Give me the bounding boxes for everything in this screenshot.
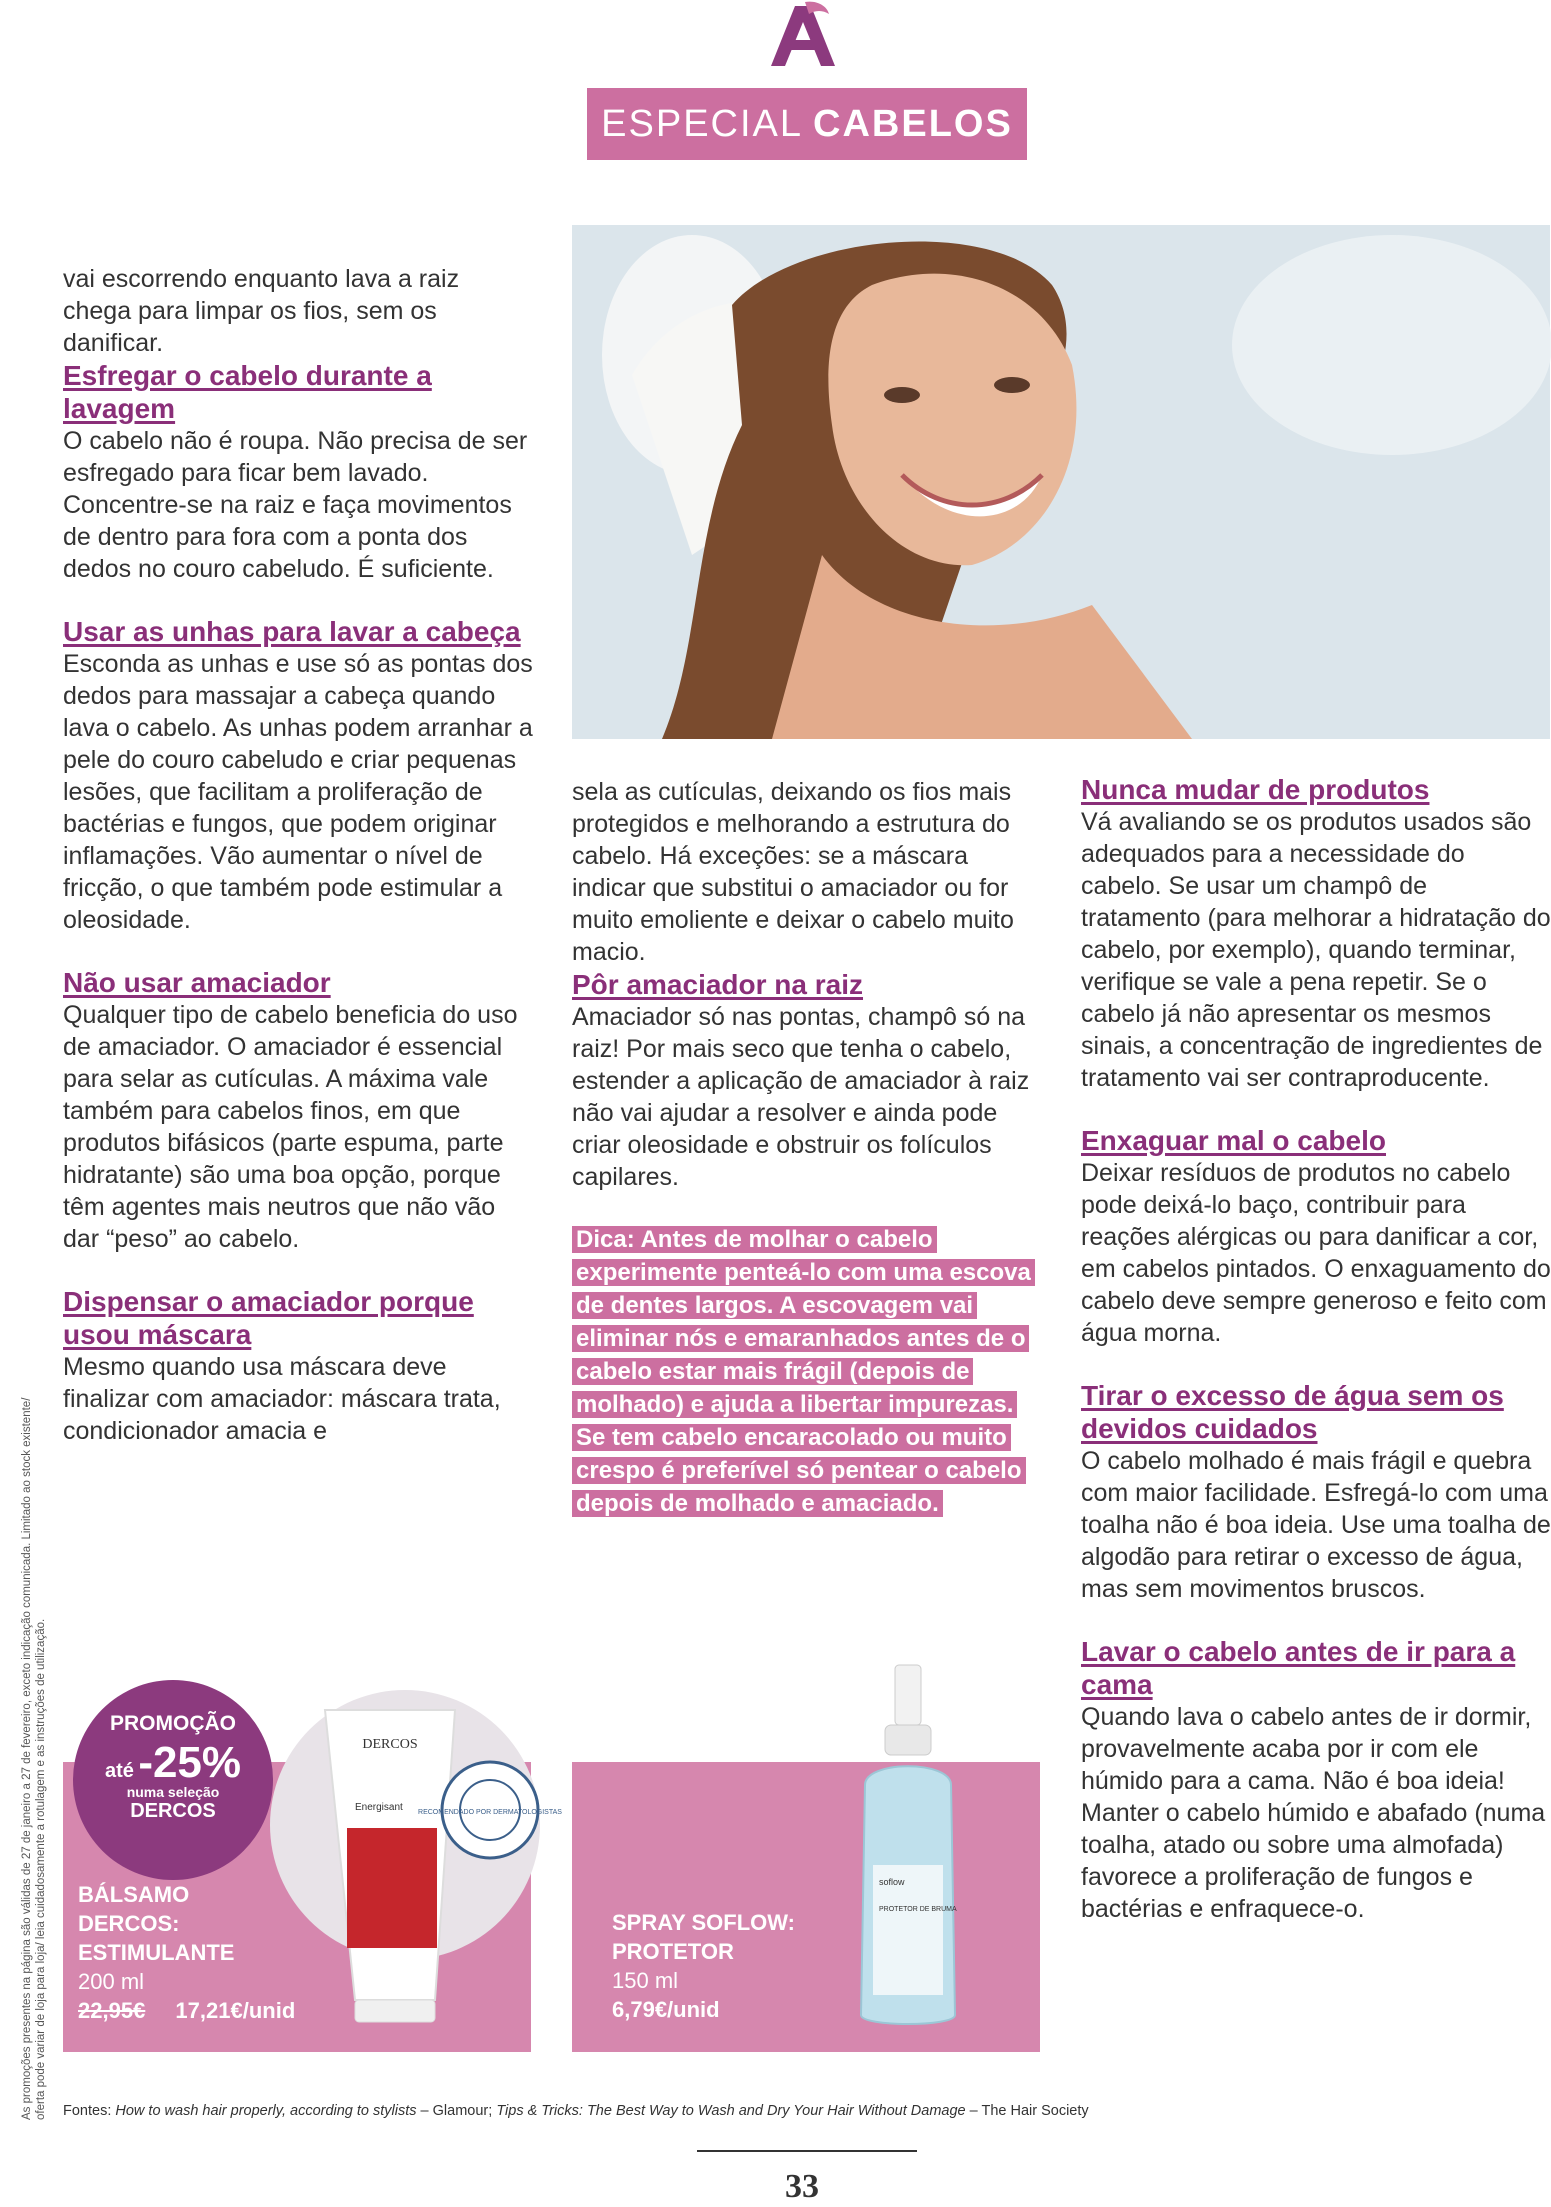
source-title: How to wash hair properly, according to stylists [115, 2103, 417, 2119]
badge-title: PROMOÇÃO [110, 1712, 236, 1735]
badge-discount: -25% [138, 1738, 242, 1787]
legal-note: As promoções presentes na página são válidas de 27 de janeiro a 27 de fevereiro, exceto indicação comunicada. Limitado ao stock existente/ oferta pode variar de loja para loja/ leia cuidadosamente a rotulagem e as instruções de utilização. [21, 1397, 47, 2120]
col1-section [63, 966, 533, 1255]
product-name-line: SPRAY SOFLOW: [612, 1910, 795, 1935]
section-heading: Usar as unhas para lavar a cabeça [63, 616, 521, 647]
col3-section [1081, 1635, 1551, 1925]
badge-selection: numa seleção [126, 1784, 220, 1800]
promo-2-text [612, 1908, 795, 2024]
section-body: O cabelo molhado é mais frágil e quebra com maior facilidade. Esfregá-lo com uma toalha não é boa ideia. Use uma toalha de algodão para retirar o excesso de água, mas sem movimentos bruscos. [1081, 1447, 1551, 1603]
product-name-line: DERCOS: [78, 1911, 180, 1936]
dercos-product-image [315, 1700, 562, 2030]
seal-text: RECOMENDADO POR DERMATOLOGISTAS [418, 1809, 562, 1816]
product-size: 150 ml [612, 1968, 679, 1993]
section-heading: Lavar o cabelo antes de ir para a cama [1081, 1636, 1516, 1700]
col1-intro: vai escorrendo enquanto lava a raiz chega para limpar os fios, sem os danificar. [63, 265, 460, 357]
source-publisher: – The Hair Society [965, 2103, 1089, 2119]
tip-box [572, 1223, 1047, 1520]
old-price: 22,95€ [78, 1998, 146, 2023]
section-body: Deixar resíduos de produtos no cabelo pode deixá-lo baço, contribuir para reações alérgicas ou para danificar a cor, em cabelos pintados. O enxaguamento do cabelo deve sempre generoso e feito com água morna. [1081, 1159, 1551, 1347]
column-2 [572, 776, 1047, 1520]
page-number: 33 [785, 2168, 819, 2205]
section-body: Esconda as unhas e use só as pontas dos dedos para massajar a cabeça quando lava o cabelo. As unhas podem arranhar a pele do couro cabeludo e criar pequenas lesões, que facilitam a proliferação de bactérias e fungos, que podem originar inflamações. Vão aumentar o nível de fricção, o que também pode estimular a oleosidade. [63, 650, 533, 934]
product-name-line: BÁLSAMO [78, 1882, 190, 1907]
auchan-logo [765, 0, 841, 68]
price-row [78, 1996, 295, 2025]
current-price: 17,21€/unid [175, 1998, 296, 2023]
hero-photo [572, 225, 1550, 739]
footer-divider [697, 2150, 917, 2152]
section-heading: Pôr amaciador na raiz [572, 969, 864, 1000]
current-price: 6,79€/unid [612, 1997, 720, 2022]
product-size: 200 ml [78, 1969, 145, 1994]
woman-laughing-image [572, 225, 1550, 739]
promotion-badge [73, 1680, 273, 1880]
source-title: Tips & Tricks: The Best Way to Wash and Dry Your Hair Without Damage [496, 2103, 966, 2119]
section-heading: Esfregar o cabelo durante a lavagem [63, 360, 432, 424]
column-1 [63, 263, 533, 1477]
section-body: Mesmo quando usa máscara deve finalizar com amaciador: máscara trata, condicionador amacia e [63, 1353, 501, 1445]
badge-ate: até [104, 1760, 134, 1782]
banner-light: ESPECIAL [601, 102, 804, 145]
product-name-line: ESTIMULANTE [78, 1940, 235, 1965]
promo-1-text [78, 1880, 295, 2025]
col3-section [1081, 1124, 1551, 1349]
section-body: Qualquer tipo de cabelo beneficia do uso de amaciador. O amaciador é essencial para selar as cutículas. A máxima vale também para cabelos finos, em que produtos bifásicos (parte espuma, parte hidratante) são uma boa opção, porque têm agentes mais neutros que não vão dar “peso” ao cabelo. [63, 1001, 518, 1253]
bottle-brand: soflow [879, 1877, 905, 1887]
section-heading: Não usar amaciador [63, 967, 331, 998]
col3-section [1081, 1379, 1551, 1605]
tip-text: Dica: Antes de molhar o cabelo experimente penteá-lo com uma escova de dentes largos. A escovagem vai eliminar nós e emaranhados antes de o cabelo estar mais frágil (depois de molhado) e ajuda a libertar impurezas. Se tem cabelo encaracolado ou muito crespo é preferível só pentear o cabelo depois de molhado e amaciado. [572, 1226, 1035, 1517]
tube-brand: DERCOS [362, 1737, 418, 1752]
col2-section [572, 968, 1047, 1193]
sources-prefix: Fontes: [63, 2103, 116, 2119]
section-body: Amaciador só nas pontas, champô só na raiz! Por mais seco que tenha o cabelo, estender a aplicação de amaciador à raiz não vai ajudar a resolver e ainda pode criar oleosidade e obstruir os folículos capilares. [572, 1003, 1030, 1191]
badge-brand: DERCOS [130, 1800, 216, 1822]
section-heading: Tirar o excesso de água sem os devidos cuidados [1081, 1380, 1504, 1444]
section-body: O cabelo não é roupa. Não precisa de ser esfregado para ficar bem lavado. Concentre-se na raiz e faça movimentos de dentro para fora com a ponta dos dedos no couro cabeludo. É suficiente. [63, 427, 528, 583]
col1-section [63, 615, 533, 936]
section-heading: Enxaguar mal o cabelo [1081, 1125, 1386, 1156]
col3-section [1081, 773, 1551, 1094]
soflow-spray-image [855, 1665, 985, 2035]
badge-discount-row [73, 1738, 273, 1788]
sources-note [63, 2103, 1089, 2119]
col1-section [63, 1285, 533, 1447]
section-body: Vá avaliando se os produtos usados são adequados para a necessidade do cabelo. Se usar um champô de tratamento (para melhorar a hidratação do cabelo, por exemplo), quando terminar, verifique se vale a pena repetir. Se o cabelo já não apresentar os mesmos sinais, a concentração de ingredientes de tratamento vai ser contraproducente. [1081, 808, 1551, 1092]
section-heading: Nunca mudar de produtos [1081, 774, 1430, 805]
bottle-text: PROTETOR DE BRUMA [879, 1906, 957, 1913]
tube-text: Energisant [355, 1802, 403, 1813]
source-publisher: – Glamour; [416, 2103, 497, 2119]
col2-intro: sela as cutículas, deixando os fios mais protegidos e melhorando a estrutura do cabelo. Há exceções: se a máscara indicar que substitui o amaciador ou for muito emoliente e deixar o cabelo muito macio. [572, 778, 1014, 966]
product-name-line: PROTETOR [612, 1939, 734, 1964]
section-heading: Dispensar o amaciador porque usou máscara [63, 1286, 474, 1350]
section-banner [587, 88, 1027, 160]
banner-bold: CABELOS [813, 102, 1013, 145]
section-body: Quando lava o cabelo antes de ir dormir, provavelmente acaba por ir com ele húmido para a cama. Não é boa ideia! Manter o cabelo húmido e abafado (numa toalha, atado ou sobre uma almofada) favorece a proliferação de fungos e bactérias e enfraquece-o. [1081, 1703, 1546, 1923]
column-3 [1081, 773, 1551, 1955]
col1-section [63, 359, 533, 585]
